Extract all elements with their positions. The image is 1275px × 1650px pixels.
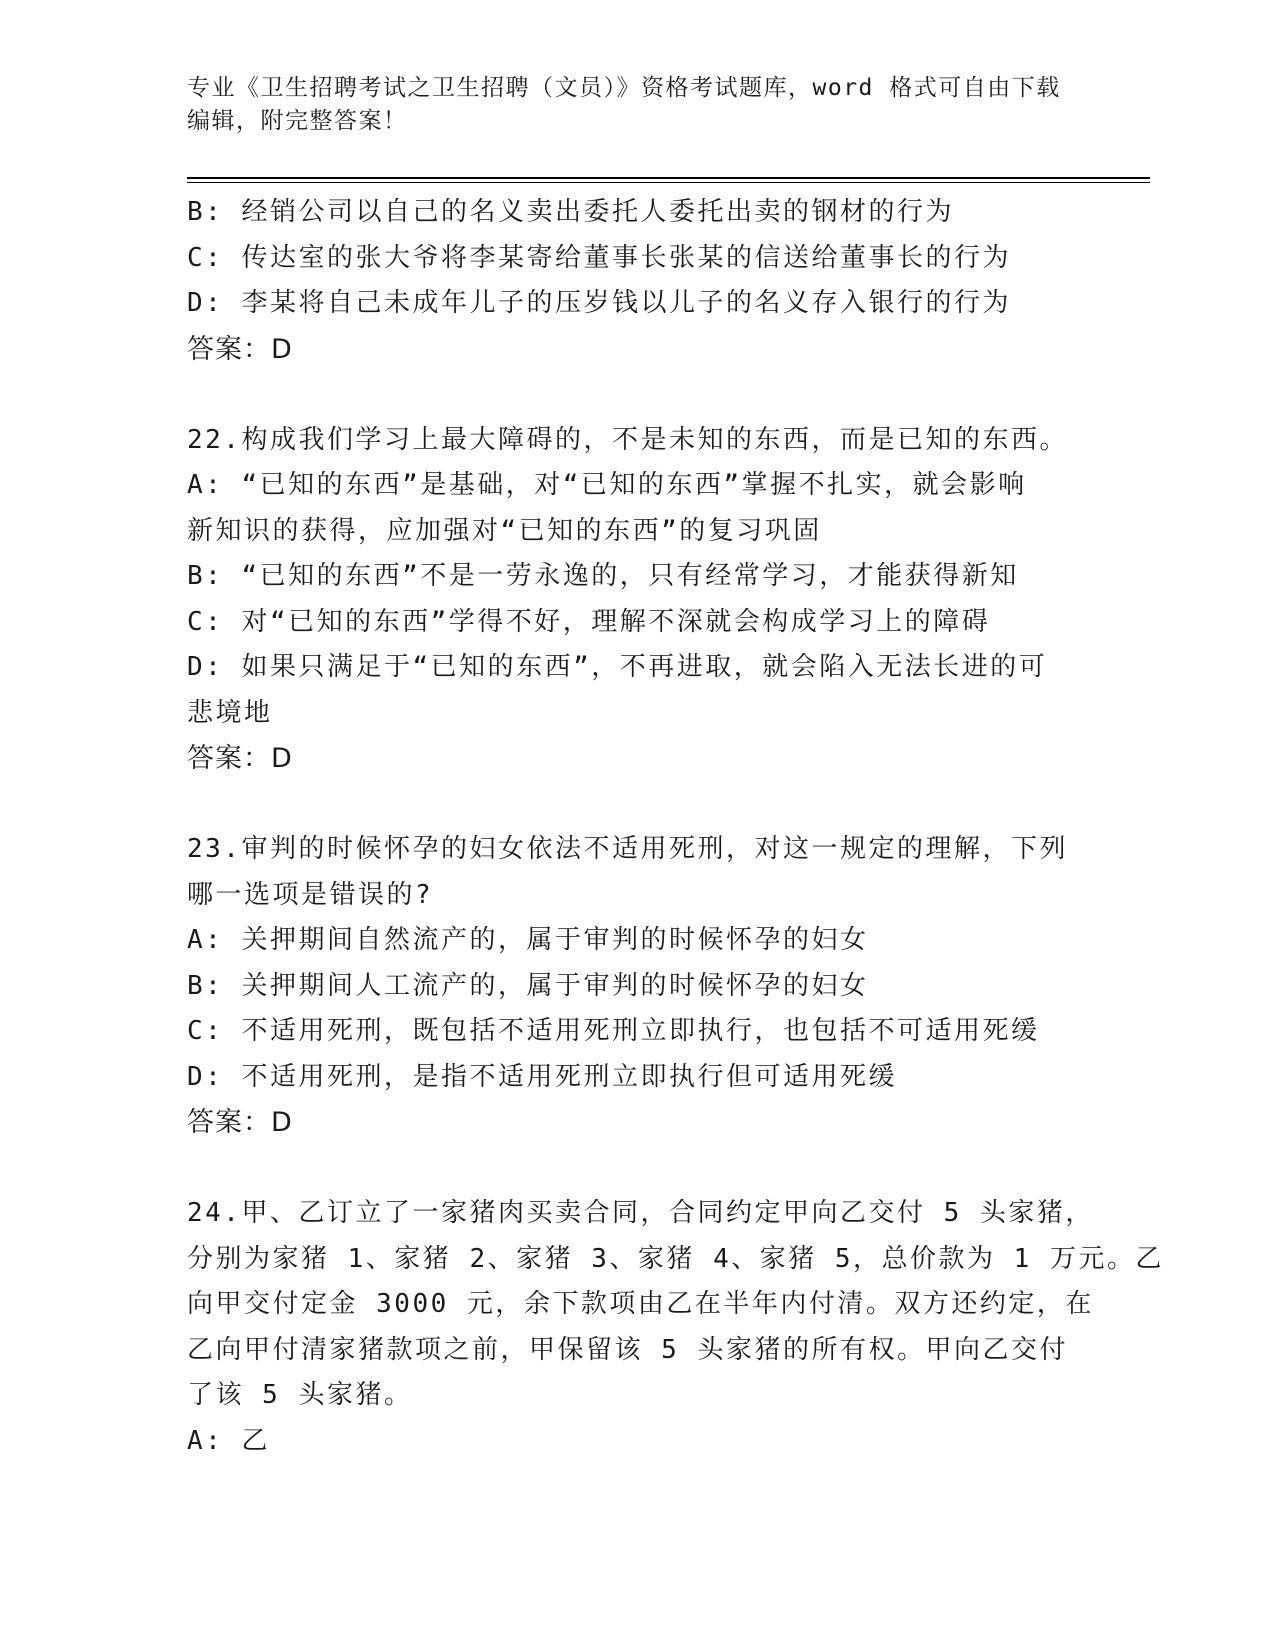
q22-option-d-line-2: 悲境地	[187, 697, 273, 728]
q23-stem-line-2: 哪一选项是错误的?	[187, 879, 434, 910]
document-header	[187, 72, 1067, 138]
q22-stem: 22.构成我们学习上最大障碍的，不是未知的东西，而是已知的东西。	[187, 424, 1068, 455]
q21-option-d: D: 李某将自己未成年儿子的压岁钱以儿子的名义存入银行的行为	[187, 288, 1011, 318]
q22-option-a-line-2: 新知识的获得，应加强对“已知的东西”的复习巩固	[187, 515, 822, 546]
q23-option-c: C: 不适用死刑，既包括不适用死刑立即执行，也包括不可适用死缓	[187, 1016, 1040, 1046]
question-content	[187, 190, 1164, 1464]
q24-option-a: A: 乙	[187, 1425, 270, 1456]
q21-option-c: C: 传达室的张大爷将李某寄给董事长张某的信送给董事长的行为	[187, 242, 1011, 273]
q22-option-c: C: 对“已知的东西”学得不好，理解不深就会构成学习上的障碍	[187, 606, 991, 637]
header-divider-thick	[187, 177, 1150, 179]
header-line-1: 专业《卫生招聘考试之卫生招聘（文员）》资格考试题库，word 格式可自由下载	[187, 75, 1061, 101]
q21-answer: 答案：D	[187, 333, 293, 365]
q24-stem-line-1: 24.甲、乙订立了一家猪肉买卖合同，合同约定甲向乙交付 5 头家猪，	[187, 1198, 1094, 1228]
q21-option-b: B: 经销公司以自己的名义卖出委托人委托出卖的钢材的行为	[187, 197, 954, 227]
q22-option-b: B: “已知的东西”不是一劳永逸的，只有经常学习，才能获得新知	[187, 561, 1019, 591]
q23-option-b: B: 关押期间人工流产的，属于审判的时候怀孕的妇女	[187, 970, 869, 1001]
q23-option-a: A: 关押期间自然流产的，属于审判的时候怀孕的妇女	[187, 925, 869, 955]
spacer	[187, 782, 1087, 828]
q22-answer: 答案：D	[187, 743, 293, 774]
q23-answer: 答案：D	[187, 1107, 293, 1138]
q22-option-d-line-1: D: 如果只满足于“已知的东西”，不再进取，就会陷入无法长进的可	[187, 652, 1048, 682]
q24-stem-line-4: 乙向甲付清家猪款项之前，甲保留该 5 头家猪的所有权。甲向乙交付	[187, 1334, 1068, 1365]
spacer	[187, 1146, 1087, 1192]
q23-option-d: D: 不适用死刑，是指不适用死刑立即执行但可适用死缓	[187, 1061, 897, 1092]
q24-stem-line-3: 向甲交付定金 3000 元，余下款项由乙在半年内付清。双方还约定，在	[187, 1289, 1094, 1319]
header-divider-thin	[187, 182, 1150, 183]
q22-option-a-line-1: A: “已知的东西”是基础，对“已知的东西”掌握不扎实，就会影响	[187, 470, 1027, 500]
header-line-2: 编辑，附完整答案！	[187, 108, 408, 134]
q23-stem-line-1: 23.审判的时候怀孕的妇女依法不适用死刑，对这一规定的理解，下列	[187, 834, 1068, 864]
q24-stem-line-5: 了该 5 头家猪。	[187, 1380, 413, 1410]
q24-stem-line-2: 分别为家猪 1、家猪 2、家猪 3、家猪 4、家猪 5，总价款为 1 万元。乙	[187, 1243, 1164, 1274]
spacer	[187, 372, 1087, 418]
